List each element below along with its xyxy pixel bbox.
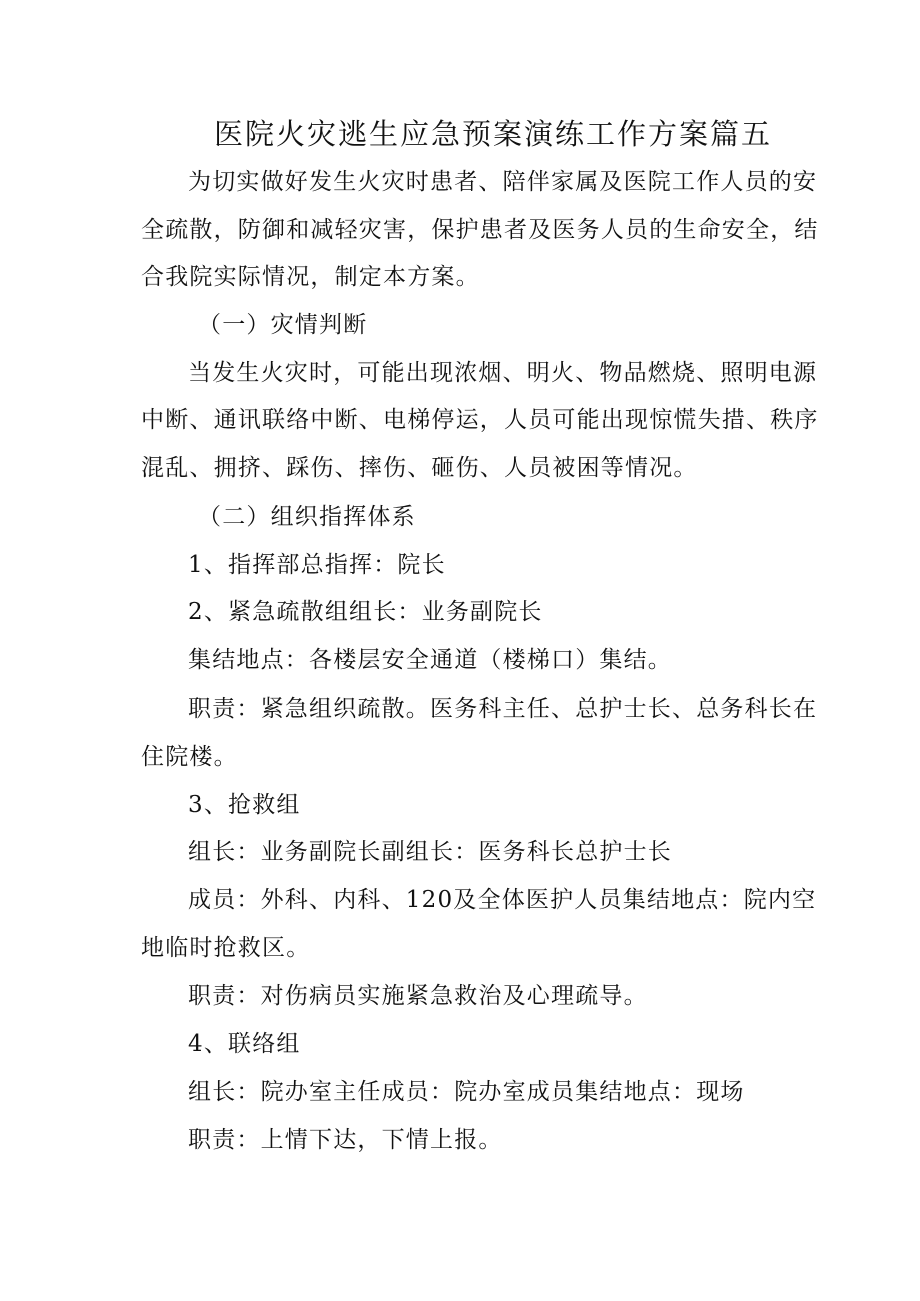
paragraph-line: 职责：上情下达，下情上报。 (188, 1127, 503, 1153)
paragraph-line: 成员：外科、内科、120及全体医护人员集结地点：院内空 (188, 887, 817, 913)
section-heading: （二）组织指挥体系 (198, 504, 416, 530)
paragraph-line: 中断、通讯联络中断、电梯停运，人员可能出现惊慌失措、秩序 (141, 407, 819, 433)
paragraph-line: 职责：对伤病员实施紧急救治及心理疏导。 (188, 983, 648, 1009)
paragraph-line: 混乱、拥挤、踩伤、摔伤、砸伤、人员被困等情况。 (141, 455, 698, 481)
paragraph-line: 全疏散，防御和减轻灾害，保护患者及医务人员的生命安全，结 (141, 217, 819, 243)
document-title: 医院火灾逃生应急预案演练工作方案篇五 (214, 117, 773, 151)
paragraph-line: 地临时抢救区。 (141, 935, 311, 961)
section-heading: （一）灾情判断 (198, 312, 368, 338)
paragraph-line: 4、联络组 (188, 1031, 301, 1057)
paragraph-line: 集结地点：各楼层安全通道（楼梯口）集结。 (188, 647, 672, 673)
paragraph-line: 组长：院办室主任成员：院办室成员集结地点：现场 (188, 1079, 745, 1105)
paragraph-line: 1、指挥部总指挥：院长 (188, 552, 446, 578)
paragraph-line: 为切实做好发生火灾时患者、陪伴家属及医院工作人员的安 (188, 169, 818, 195)
paragraph-line: 住院楼。 (141, 744, 238, 770)
paragraph-line: 组长：业务副院长副组长：医务科长总护士长 (188, 839, 672, 865)
paragraph-line: 合我院实际情况，制定本方案。 (141, 264, 480, 290)
paragraph-line: 职责：紧急组织疏散。医务科主任、总护士长、总务科长在 (188, 696, 818, 722)
paragraph-line: 2、紧急疏散组组长：业务副院长 (188, 599, 543, 625)
paragraph-line: 当发生火灾时，可能出现浓烟、明火、物品燃烧、照明电源 (188, 360, 818, 386)
paragraph-line: 3、抢救组 (188, 792, 301, 818)
